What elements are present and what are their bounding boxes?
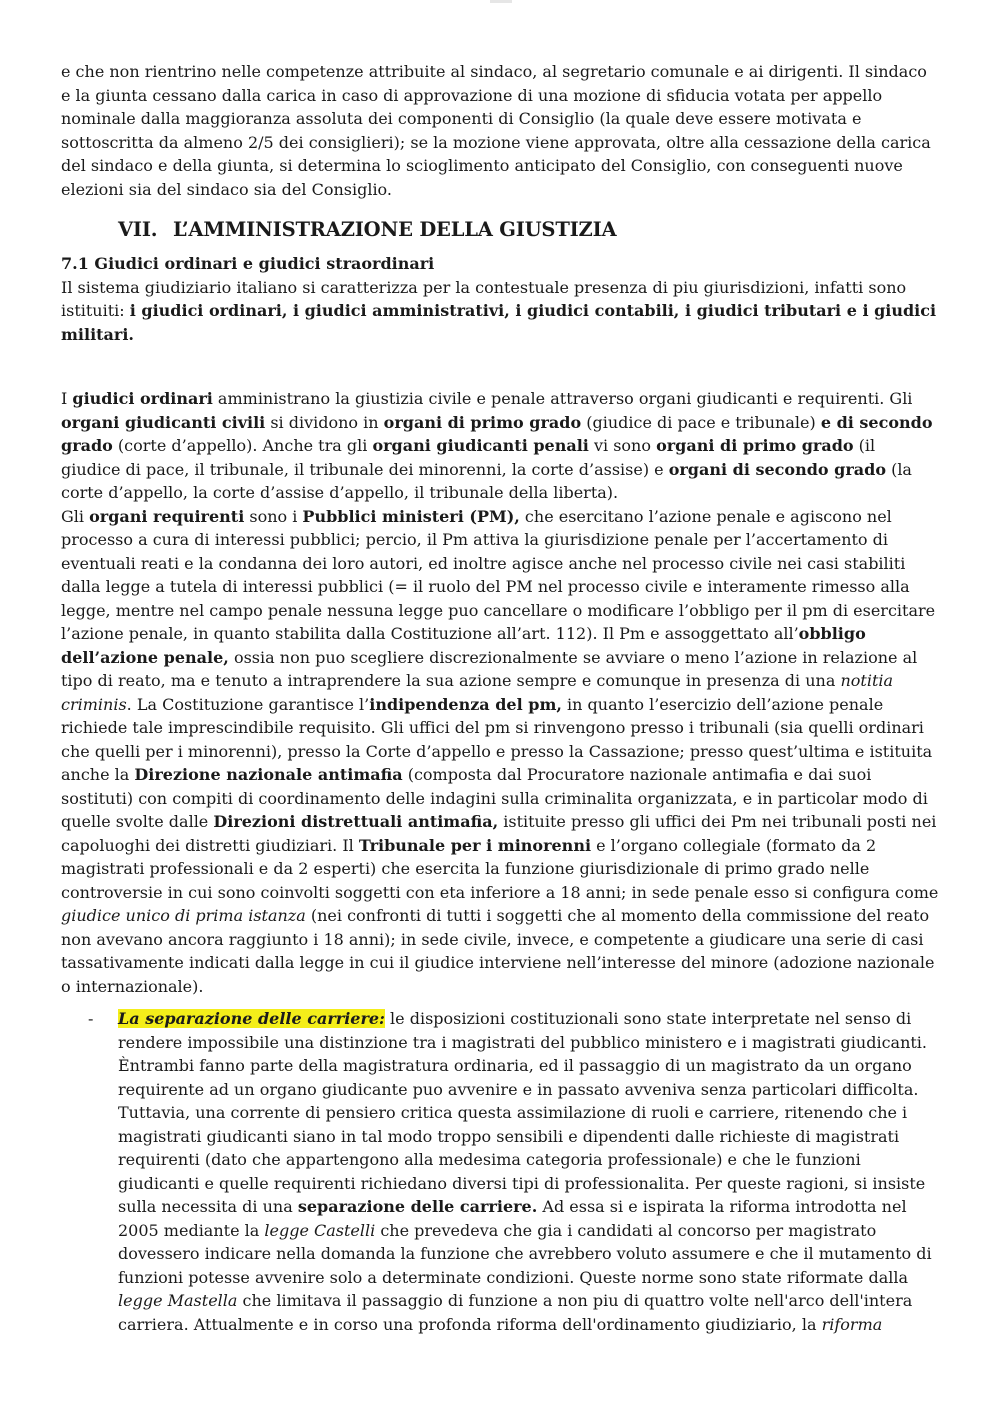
ordinary-paragraph-run: organi di primo grado <box>656 436 854 455</box>
requirenti-paragraph-run: sono i <box>244 506 303 526</box>
ordinary-paragraph-run: organi di primo grado <box>383 412 582 432</box>
ordinary-paragraph-run: (la corte d’appello, la corte d’assise d’appello, il tribunale della liberta). <box>61 459 912 502</box>
requirenti-paragraph-run: Direzioni distrettuali antimafia, <box>213 812 499 831</box>
requirenti-paragraph-run: Pubblici ministeri (PM), <box>302 506 520 526</box>
requirenti-paragraph-run: e l’organo collegiale (formato da 2 magistrati professionali e da 2 esperti) che esercita la funzione giurisdizionale di primo grado nelle controversie in cui sono coinvolti soggetti con eta inferiore a 18 anni; in sede penale esso si configura come <box>61 835 939 902</box>
ordinary-paragraph-run: (giudice di pace e tribunale) <box>581 412 821 432</box>
section-heading <box>118 218 939 241</box>
requirenti-paragraph-run: obbligo dell’azione penale, <box>61 624 866 667</box>
system-paragraph-run: Il sistema giudiziario italiano si caratterizza per la contestuale presenza di piu giurisdizioni, infatti sono istituiti: <box>61 277 907 320</box>
list-item-run: legge Castelli <box>264 1220 376 1240</box>
list-item-separazione-carriere <box>118 1007 939 1336</box>
system-paragraph-run: i giudici ordinari, i giudici amministrativi, i giudici contabili, i giudici tributari e i giudici militari. <box>61 301 937 344</box>
list-item-run: separazione delle carriere. <box>297 1197 538 1216</box>
requirenti-paragraph-run: che esercitano l’azione penale e agiscono nel processo a cura di interessi pubblici; percio, il Pm attiva la giurisdizione penale per l’accertamento di eventuali reati e la condanna dei loro autori, ed inoltre agisce anche nel processo civile nei casi stabiliti dalla legge a tutela di interessi pubblici (= il ruolo del PM nel processo civile e interamente rimesso alla legge, mentre nel campo penale nessuna legge puo cancellare o modificare l’obbligo per il pm di esercitare l’azione penale, in quanto stabilita dalla Costituzione all’art. 112). Il Pm e assoggettato all’ <box>61 506 936 643</box>
ordinary-paragraph-run: giudici ordinari <box>72 389 213 408</box>
ordinary-paragraph-run: organi di secondo grado <box>668 459 886 479</box>
requirenti-paragraph-run: istituite presso gli uffici dei Pm nei tribunali posti nei capoluoghi dei distretti giudiziari. Il <box>61 812 937 855</box>
bullet-list <box>61 1007 939 1336</box>
requirenti-paragraph <box>61 505 939 999</box>
list-item-run: riforma <box>821 1314 883 1334</box>
list-item-run: Ad essa si e ispirata la riforma introdotta nel 2005 mediante la <box>118 1197 907 1240</box>
list-item-run: le disposizioni costituzionali sono state interpretate nel senso di rendere impossibile una distinzione tra i magistrati del pubblico ministero e i magistrati giudicanti. Èntrambi fanno parte della magistratura ordinaria, ed il passaggio di un magistrato da un organo requirente ad un organo giudicante puo avvenire e in passato avveniva senza particolari difficolta. Tuttavia, una corrente di pensiero critica questa assimilazione di ruoli e carriere, ritenendo che i magistrati giudicanti siano in tal modo troppo sensibili e dipendenti dalle richieste di magistrati requirenti (dato che appartengono alla medesima categoria professionale) e che le funzioni giudicanti e quelle requirenti richiedano diversi tipi di professionalita. Per queste ragioni, si insiste sulla necessita di una <box>118 1009 927 1216</box>
ordinary-paragraph-run: vi sono <box>588 436 657 455</box>
requirenti-paragraph-run: indipendenza del pm, <box>369 694 562 714</box>
requirenti-paragraph-run: organi requirenti <box>89 506 245 526</box>
requirenti-paragraph-run: . La Costituzione garantisce l’ <box>126 694 370 714</box>
ordinary-paragraph-run: e di secondo grado <box>61 412 933 455</box>
ordinary-paragraph-run: organi giudicanti civili <box>61 412 266 432</box>
system-paragraph <box>61 276 939 347</box>
requirenti-paragraph-run: Direzione nazionale antimafia <box>134 765 403 784</box>
requirenti-paragraph-run: in quanto l’esercizio dell’azione penale richiede tale imprescindibile requisito. Gli uffici del pm si rinvengono presso i tribunali (sia quelli ordinari che quelli per i minorenni), presso la Corte d’appello e presso la Cassazione; presso quest’ultima e istituita anche la <box>61 694 933 784</box>
requirenti-paragraph-run: ossia non puo scegliere discrezionalmente se avviare o meno l’azione in relazione al tipo di reato, ma e tenuto a intraprendere la sua azione sempre e comunque in presenza di una <box>61 647 918 690</box>
requirenti-paragraph-run: Tribunale per i minorenni <box>358 835 592 855</box>
ordinary-judges-paragraph <box>61 387 939 505</box>
subsection-title: 7.1 Giudici ordinari e giudici straordinari <box>61 254 435 273</box>
list-item-run: che limitava il passaggio di funzione a non piu di quattro volte nell'arco dell'intera carriera. Attualmente e in corso una profonda riforma dell'ordinamento giudiziario, la <box>118 1291 913 1334</box>
section-title: L’AMMINISTRAZIONE DELLA GIUSTIZIA <box>173 218 617 241</box>
ordinary-paragraph-run: I <box>61 389 73 408</box>
document-page <box>61 60 939 1336</box>
spacer <box>61 346 939 387</box>
requirenti-paragraph-run: (nei confronti di tutti i soggetti che al momento della commissione del reato non avevano ancora raggiunto i 18 anni); in sede civile, invece, e competente a giudicare una serie di casi tassativamente indicati dalla legge in cui il giudice interviene nell’interesse del minore (adozione nazionale o internazionale). <box>61 906 935 996</box>
ordinary-paragraph-run: (corte d’appello). Anche tra gli <box>112 436 373 455</box>
requirenti-paragraph-run: notitia criminis <box>61 671 894 714</box>
requirenti-paragraph-run: (composta dal Procuratore nazionale antimafia e dai suoi sostituti) con compiti di coordinamento delle indagini sulla criminalita organizzata, e in particolar modo di quelle svolte dalle <box>61 765 928 831</box>
requirenti-paragraph-run: Gli <box>61 506 90 526</box>
header-mark <box>490 0 512 3</box>
ordinary-paragraph-run: amministrano la giustizia civile e penale attraverso organi giudicanti e requirenti. Gli <box>212 389 913 408</box>
ordinary-paragraph-run: organi giudicanti penali <box>372 436 589 455</box>
list-item-run: che prevedeva che gia i candidati al concorso per magistrato dovessero indicare nella domanda la funzione che avrebbero voluto assumere e che il mutamento di funzioni potesse avvenire solo a determinate condizioni. Queste norme sono state riformate dalla <box>118 1220 932 1287</box>
section-number: VII. <box>118 218 158 241</box>
intro-paragraph-run: e che non rientrino nelle competenze attribuite al sindaco, al segretario comunale e ai dirigenti. Il sindaco e la giunta cessano dalla carica in caso di approvazione di una mozione di sfiducia votata per appello nominale dalla maggioranza assoluta dei componenti di Consiglio (la quale deve essere motivata e sottoscritta da almeno 2/5 dei consiglieri); se la mozione viene approvata, oltre alla cessazione della carica del sindaco e della giunta, si determina lo scioglimento anticipato del Consiglio, con conseguenti nuove elezioni sia del sindaco sia del Consiglio. <box>61 62 931 199</box>
list-item-run: La separazione delle carriere: <box>118 1009 385 1028</box>
ordinary-paragraph-run: si dividono in <box>265 412 384 432</box>
ordinary-paragraph-run: (il giudice di pace, il tribunale, il tribunale dei minorenni, la corte d’assise) e <box>61 436 876 479</box>
requirenti-paragraph-run: giudice unico di prima istanza <box>61 906 306 925</box>
intro-paragraph <box>61 60 939 201</box>
list-bullet: - <box>88 1009 94 1028</box>
list-item-run: legge Mastella <box>118 1291 238 1310</box>
